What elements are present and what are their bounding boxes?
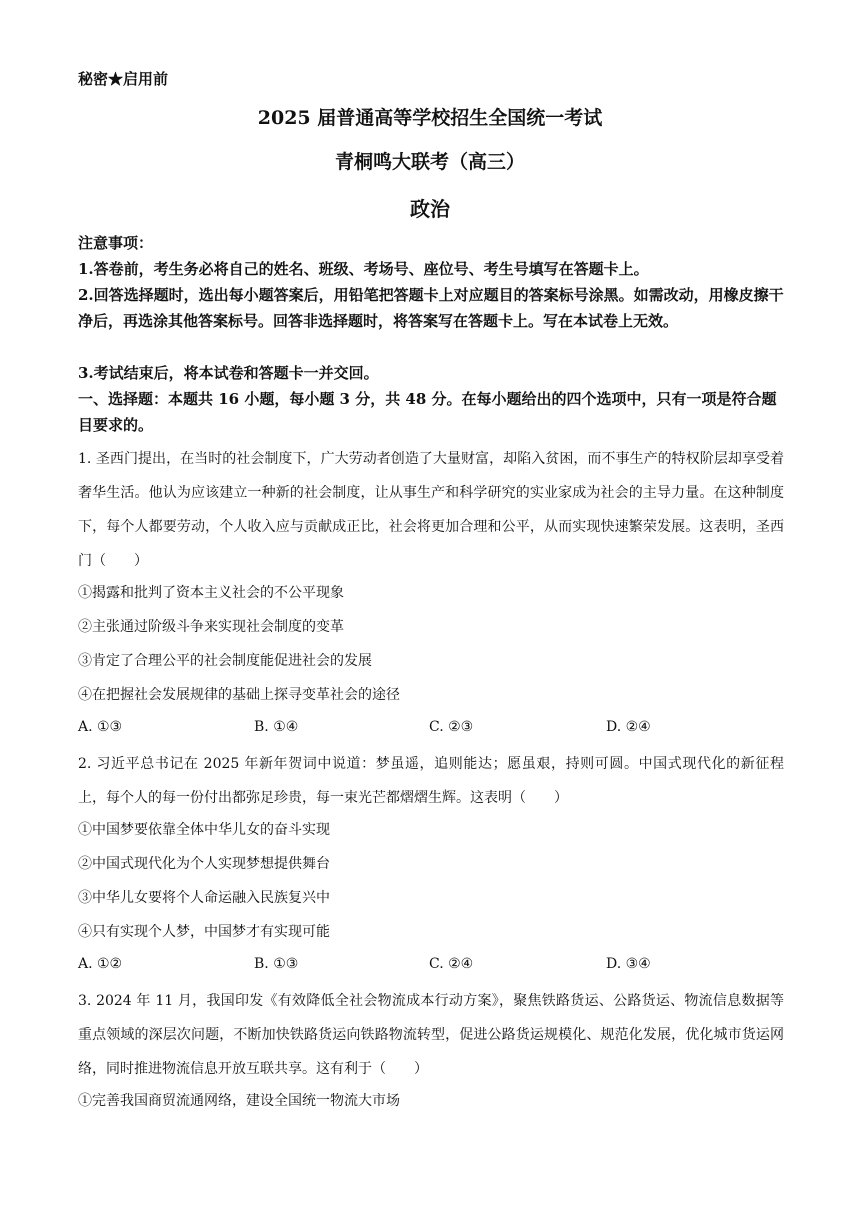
question-2-option: ①中国梦要依靠全体中华儿女的奋斗实现 [78, 822, 330, 838]
question-2-choice-b: B. ①③ [254, 956, 299, 972]
question-2-option: ③中华儿女要将个人命运融入民族复兴中 [78, 890, 330, 906]
confidential-mark: 秘密★启用前 [78, 70, 169, 88]
question-1-option: ③肯定了合理公平的社会制度能促进社会的发展 [78, 653, 372, 669]
exam-subtitle: 青桐鸣大联考（高三） [334, 151, 525, 173]
exam-title: 2025 届普通高等学校招生全国统一考试 [257, 107, 603, 129]
section-heading: 一、选择题：本题共 16 小题，每小题 3 分，共 48 分。在每小题给出的四个选项中，只有一项是符合题目要求的。 [78, 390, 777, 434]
subject-title: 政治 [410, 197, 450, 221]
question-2-choices [78, 956, 784, 976]
question-1-option: ①揭露和批判了资本主义社会的不公平现象 [78, 585, 344, 601]
notice-item-3: 3.考试结束后，将本试卷和答题卡一并交回。 [78, 364, 379, 382]
question-2-choice-d: D. ③④ [606, 956, 651, 972]
question-2-choice-a: A. ①② [78, 956, 123, 972]
notice-item-2: 2.回答选择题时，选出每小题答案后，用铅笔把答题卡上对应题目的答案标号涂黑。如需改动，用橡皮擦干净后，再选涂其他答案标号。回答非选择题时，将答案写在答题卡上。写在本试卷上无效。 [78, 286, 784, 330]
question-1-choice-c: C. ②③ [429, 719, 474, 735]
question-2-option: ④只有实现个人梦，中国梦才有实现可能 [78, 924, 330, 940]
notice-item-1: 1.答卷前，考生务必将自己的姓名、班级、考场号、座位号、考生号填写在答题卡上。 [78, 260, 649, 278]
question-1-choice-a: A. ①③ [78, 719, 123, 735]
question-3-stem: 3. 2024 年 11 月，我国印发《有效降低全社会物流成本行动方案》，聚焦铁路货运、公路货运、物流信息数据等重点领域的深层次问题，不断加快铁路货运向铁路物流转型，促进公路货运规模化、规范化发展，优化城市货运网络，同时推进物流信息开放互联共享。这有利于（ ） [78, 993, 784, 1077]
question-1-choice-b: B. ①④ [254, 719, 299, 735]
question-2-option: ②中国式现代化为个人实现梦想提供舞台 [78, 856, 330, 872]
question-1-stem: 1. 圣西门提出，在当时的社会制度下，广大劳动者创造了大量财富，却陷入贫困，而不事生产的特权阶层却享受着奢华生活。他认为应该建立一种新的社会制度，让从事生产和科学研究的实业家成为社会的主导力量。在这种制度下，每个人都要劳动，个人收入应与贡献成正比，社会将更加合理和公平，从而实现快速繁荣发展。这表明，圣西门（ ） [78, 451, 784, 569]
question-3-option: ①完善我国商贸流通网络，建设全国统一物流大市场 [78, 1093, 400, 1109]
question-2-stem: 2. 习近平总书记在 2025 年新年贺词中说道：梦虽遥，追则能达；愿虽艰，持则可圆。中国式现代化的新征程上，每个人的每一份付出都弥足珍贵，每一束光芒都熠熠生辉。这表明（ ） [78, 756, 784, 806]
question-2-choice-c: C. ②④ [429, 956, 474, 972]
question-1-choice-d: D. ②④ [606, 719, 651, 735]
question-1-choices [78, 719, 784, 739]
notice-heading: 注意事项： [78, 234, 154, 252]
question-1-option: ②主张通过阶级斗争来实现社会制度的变革 [78, 619, 344, 635]
question-1-option: ④在把握社会发展规律的基础上探寻变革社会的途径 [78, 687, 400, 703]
